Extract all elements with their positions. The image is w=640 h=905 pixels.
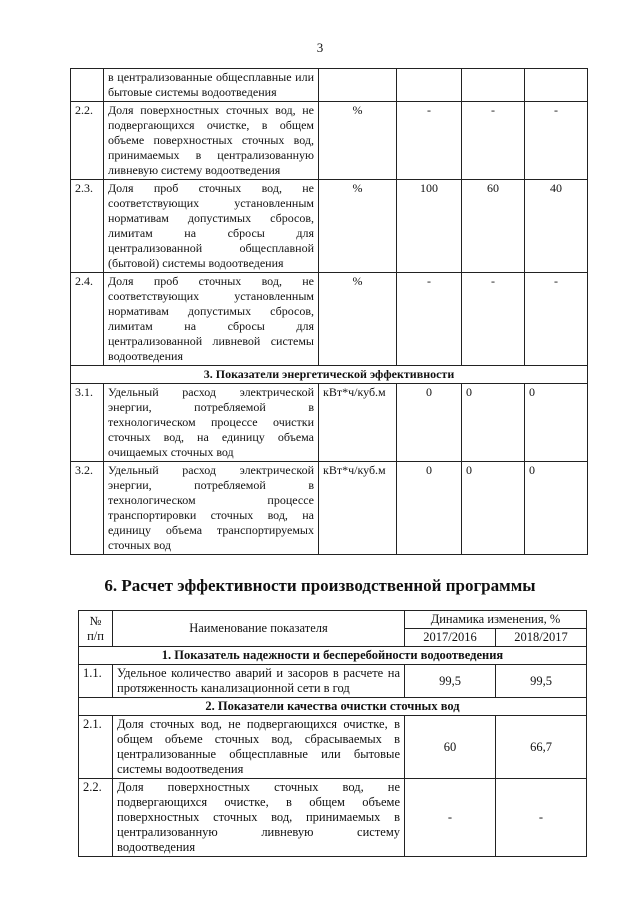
unit: %	[319, 273, 397, 366]
value-1	[397, 69, 462, 102]
value-3	[525, 69, 588, 102]
row-number: 2.4.	[71, 273, 104, 366]
row-number: 3.2.	[71, 462, 104, 555]
value-3: 0	[525, 462, 588, 555]
unit: кВт*ч/куб.м	[319, 384, 397, 462]
value-2: -	[496, 779, 587, 857]
unit	[319, 69, 397, 102]
value-1: 60	[405, 716, 496, 779]
table-row	[79, 779, 587, 857]
row-number	[71, 69, 104, 102]
table-row	[71, 384, 588, 462]
table-header-row	[79, 611, 587, 629]
value-1: -	[397, 273, 462, 366]
indicator-name: в централизованные общесплавные или бытовые системы водоотведения	[104, 69, 319, 102]
value-3: 0	[525, 384, 588, 462]
value-1: 0	[397, 462, 462, 555]
unit: %	[319, 180, 397, 273]
section-title: 1. Показатель надежности и бесперебойности водоотведения	[79, 647, 587, 665]
value-2: 0	[462, 462, 525, 555]
value-1: 100	[397, 180, 462, 273]
value-2: 0	[462, 384, 525, 462]
table-row	[71, 69, 588, 102]
indicator-name: Доля проб сточных вод, не соответствующих установленным нормативам допустимых сбросов, лимитам на сбросы для централизованной ливневой системы водоотведения	[104, 273, 319, 366]
header-name: Наименование показателя	[113, 611, 405, 647]
section-title: 3. Показатели энергетической эффективности	[71, 366, 588, 384]
value-2: -	[462, 102, 525, 180]
row-number: 2.3.	[71, 180, 104, 273]
unit: кВт*ч/куб.м	[319, 462, 397, 555]
row-number: 1.1.	[79, 665, 113, 698]
indicator-name: Доля поверхностных сточных вод, не подвергающихся очистке, в общем объеме поверхностных сточных вод, принимаемых в централизованную ливневую систему водоотведения	[113, 779, 405, 857]
value-3: -	[525, 273, 588, 366]
row-number: 2.2.	[71, 102, 104, 180]
table-row	[71, 273, 588, 366]
header-number: № п/п	[79, 611, 113, 647]
table-row	[71, 180, 588, 273]
table-row	[79, 716, 587, 779]
value-2: -	[462, 273, 525, 366]
section-header	[79, 698, 587, 716]
value-1: -	[405, 779, 496, 857]
indicator-name: Удельное количество аварий и засоров в расчете на протяженность канализационной сети в год	[113, 665, 405, 698]
efficiency-table	[78, 610, 587, 857]
section-title: 2. Показатели качества очистки сточных вод	[79, 698, 587, 716]
indicators-table-continued	[70, 68, 588, 555]
row-number: 2.2.	[79, 779, 113, 857]
indicator-name: Удельный расход электрической энергии, потребляемой в технологическом процессе транспортировки сточных вод, на единицу объема транспортируемых сточных вод	[104, 462, 319, 555]
table-row	[79, 665, 587, 698]
value-2: 99,5	[496, 665, 587, 698]
header-year-2: 2018/2017	[496, 629, 587, 647]
row-number: 2.1.	[79, 716, 113, 779]
value-3: -	[525, 102, 588, 180]
value-2	[462, 69, 525, 102]
header-year-1: 2017/2016	[405, 629, 496, 647]
value-1: -	[397, 102, 462, 180]
header-dynamics: Динамика изменения, %	[405, 611, 587, 629]
table-row	[71, 462, 588, 555]
indicator-name: Доля проб сточных вод, не соответствующих установленным нормативам допустимых сбросов, лимитам на сбросы для централизованной общесплавной (бытовой) системы водоотведения	[104, 180, 319, 273]
section-header	[79, 647, 587, 665]
value-1: 99,5	[405, 665, 496, 698]
indicator-name: Доля поверхностных сточных вод, не подвергающихся очистке, в общем объеме поверхностных сточных вод, принимаемых в централизованную ливневую систему водоотведения	[104, 102, 319, 180]
table-row	[71, 102, 588, 180]
value-2: 60	[462, 180, 525, 273]
unit: %	[319, 102, 397, 180]
indicator-name: Удельный расход электрической энергии, потребляемой в технологическом процессе очистки сточных вод, на единицу объема очищаемых сточных вод	[104, 384, 319, 462]
value-2: 66,7	[496, 716, 587, 779]
page-number: 3	[316, 40, 324, 55]
section-header	[71, 366, 588, 384]
value-3: 40	[525, 180, 588, 273]
value-1: 0	[397, 384, 462, 462]
indicator-name: Доля сточных вод, не подвергающихся очистке, в общем объеме сточных вод, сбрасываемых в централизованные общесплавные или бытовые системы водоотведения	[113, 716, 405, 779]
row-number: 3.1.	[71, 384, 104, 462]
section-6-heading: 6. Расчет эффективности производственной программы	[104, 576, 536, 595]
